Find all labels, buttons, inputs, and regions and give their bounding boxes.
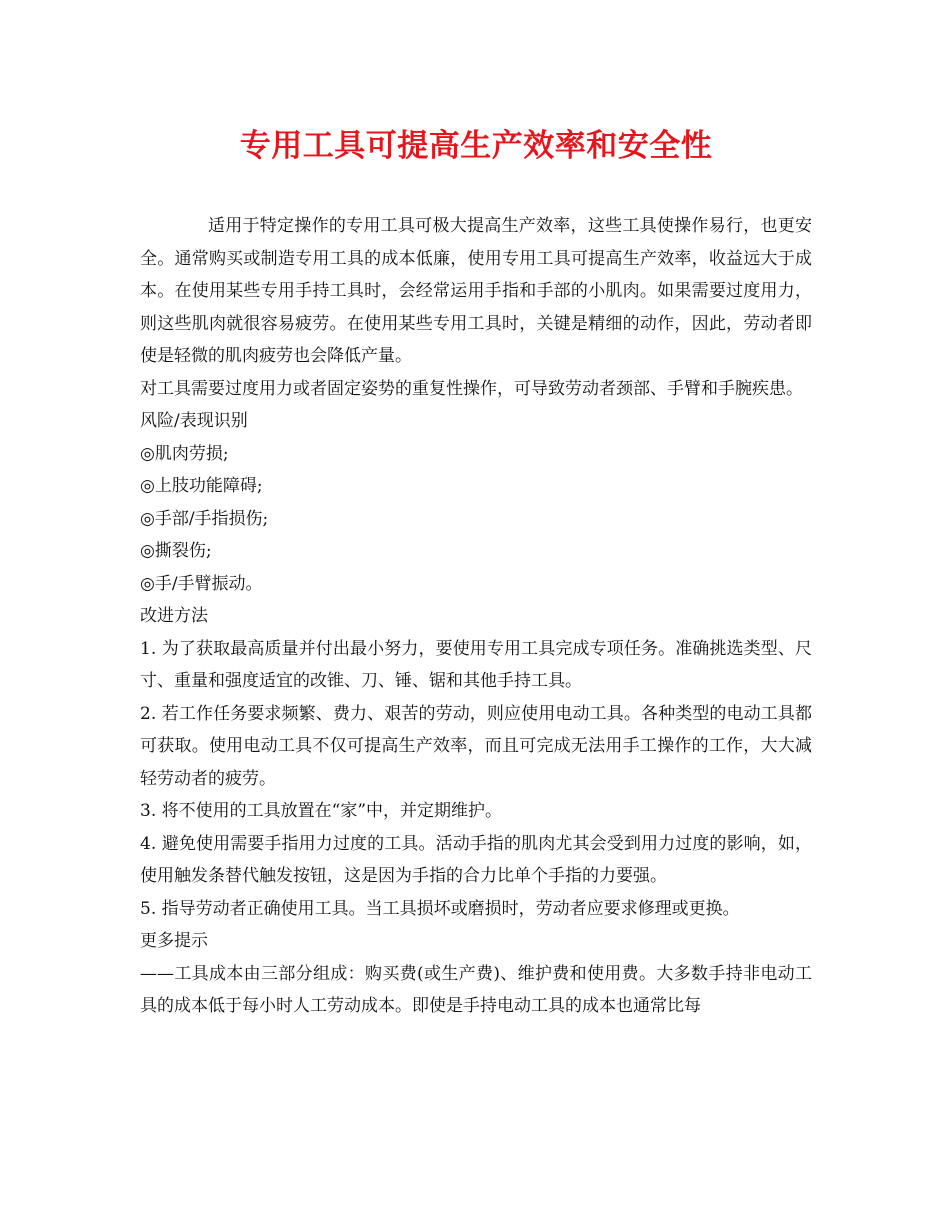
improvement-item-1: 1. 为了获取最高质量并付出最小努力，要使用专用工具完成专项任务。准确挑选类型、尺寸、重量和强度适宜的改锥、刀、锤、锯和其他手持工具。	[140, 638, 812, 691]
section-heading-more-tips: 更多提示	[140, 931, 208, 951]
risk-item-upper-limb: ◎上肢功能障碍;	[140, 476, 263, 496]
risk-item-laceration: ◎撕裂伤;	[140, 541, 212, 561]
risk-item-vibration: ◎手/手臂振动。	[140, 573, 263, 594]
improvement-item-3: 3. 将不使用的工具放置在“家”中，并定期维护。	[140, 801, 503, 821]
improvement-item-5: 5. 指导劳动者正确使用工具。当工具损坏或磨损时，劳动者应要求修理或更换。	[140, 898, 740, 919]
risk-item-hand-finger: ◎手部/手指损伤;	[140, 508, 269, 529]
improvement-item-4: 4. 避免使用需要手指用力过度的工具。活动手指的肌肉尤其会受到用力过度的影响，如，使用触发条替代触发按钮，这是因为手指的合力比单个手指的力要强。	[140, 833, 812, 886]
risk-item-muscle-strain: ◎肌肉劳损;	[140, 443, 229, 464]
paragraph-repetitive-operations: 对工具需要过度用力或者固定姿势的重复性操作，可导致劳动者颈部、手臂和手腕疾患。	[140, 378, 803, 399]
section-heading-risk: 风险/表现识别	[140, 411, 248, 431]
document-title: 专用工具可提高生产效率和安全性	[239, 128, 713, 164]
section-heading-improvement: 改进方法	[140, 606, 208, 626]
tip-paragraph-cost: ——工具成本由三部分组成：购买费(或生产费)、维护费和使用费。大多数手持非电动工具的成本低于每小时人工劳动成本。即使是手持电动工具的成本也通常比每	[140, 963, 812, 1016]
improvement-item-2: 2. 若工作任务要求频繁、费力、艰苦的劳动，则应使用电动工具。各种类型的电动工具都可获取。使用电动工具不仅可提高生产效率，而且可完成无法用手工操作的工作，大大减轻劳动者的疲劳。	[140, 703, 812, 789]
intro-paragraph: 适用于特定操作的专用工具可极大提高生产效率，这些工具使操作易行，也更安全。通常购买或制造专用工具的成本低廉，使用专用工具可提高生产效率，收益远大于成本。在使用某些专用手持工具时，会经常运用手指和手部的小肌肉。如果需要过度用力，则这些肌肉就很容易疲劳。在使用某些专用工具时，关键是精细的动作，因此，劳动者即使是轻微的肌肉疲劳也会降低产量。	[140, 216, 812, 366]
